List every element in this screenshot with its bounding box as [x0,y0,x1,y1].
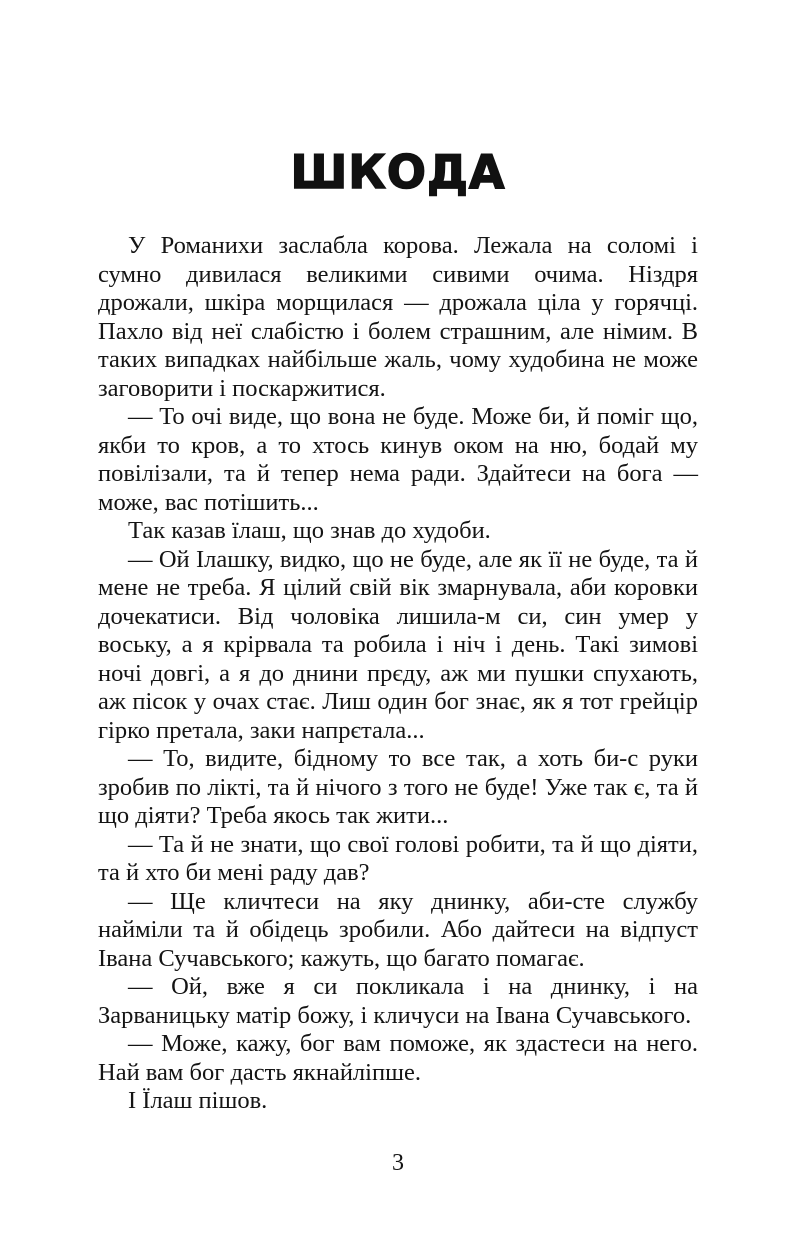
paragraph: — Ой Ілашку, видко, що не буде, але як її не буде, та й мене не треба. Я цілий свій вік змарнувала, аби коровки дочекатиси. Від чоловіка лишила-м си, син умер у воську, а я крірвала та робила і ніч і день. Такі зимові ночі довгі, а я до днини прєду, аж ми пушки спухають, аж пісок у очах стає. Лиш один бог знає, як я тот грейцір гірко претала, заки напрєтала... [98,545,698,744]
paragraph: — Ой, вже я си покликала і на днинку, і на Зарваницьку матір божу, і кличуси на Івана Сучавського. [98,973,698,1029]
paragraph: — Ще кличтеси на яку днинку, аби-сте службу найміли та й обідець зробили. Або дайтеси на відпуст Івана Сучавського; кажуть, що багато помагає. [98,887,698,972]
paragraph: Так казав їлаш, що знав до худоби. [128,517,491,544]
paragraph: — То очі виде, що вона не буде. Може би, й поміг що, якби то кров, а то хтось кинув оком на ню, бодай му повілізали, та й тепер нема ради. Здайтеси на бога — може, вас потішить... [98,403,698,516]
paragraph: — Може, кажу, бог вам поможе, як здастеси на него. Най вам бог дасть якнайліпше. [98,1030,698,1086]
book-page [98,0,698,1241]
page-number: 3 [392,1150,404,1176]
paragraph: І Їлаш пішов. [128,1087,268,1114]
paragraph: — То, видите, бідному то все так, а хоть би-с руки зробив по лікті, та й нічого з того не буде! Уже так є, та й що діяти? Треба якось так жити... [98,745,698,829]
chapter-title: ШКОДА [290,145,506,199]
paragraph: — Та й не знати, що свої голові робити, та й що діяти, та й хто би мені раду дав? [98,830,698,886]
chapter-body [98,232,698,1116]
paragraph: У Романихи заслабла корова. Лежала на соломі і сумно дивилася великими сивими очима. Ніздря дрожали, шкіра морщилася — дрожала ціла у горячці. Пахло від неї слабістю і болем страшним, але німим. В таких випадках найбільше жаль, чому худобина не може заговорити і поскаржитися. [98,232,698,402]
